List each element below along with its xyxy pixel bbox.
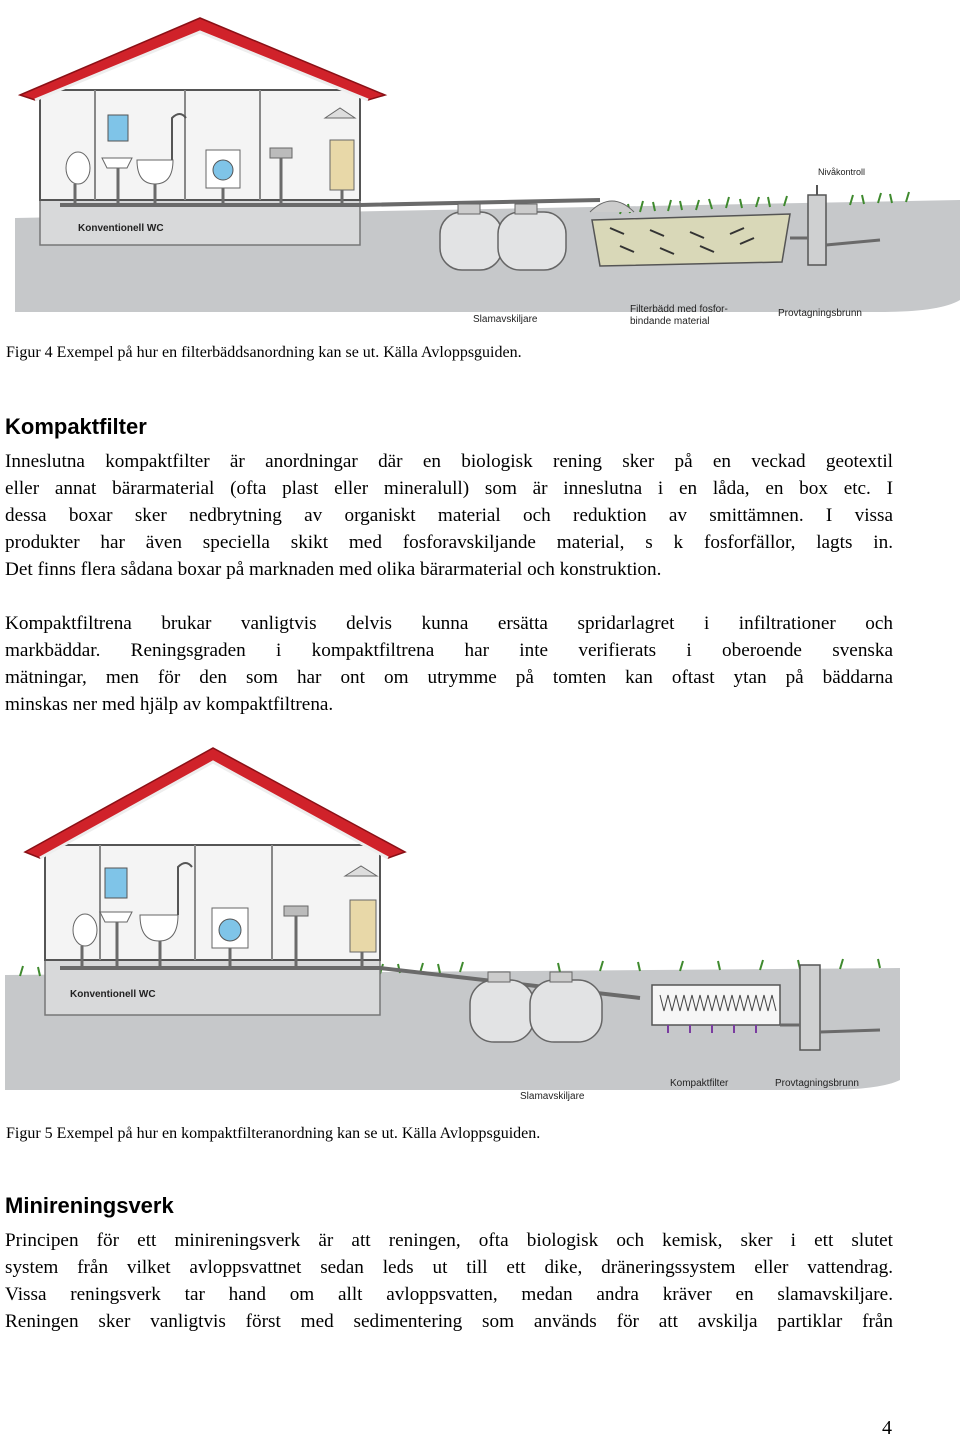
water-heater-icon bbox=[330, 140, 354, 190]
septic-label: Slamavskiljare bbox=[473, 314, 538, 325]
mirror-icon bbox=[105, 868, 127, 898]
sampling-well-icon bbox=[808, 185, 826, 265]
kitchen-sink-icon bbox=[270, 148, 292, 158]
kitchen-sink-icon bbox=[284, 906, 308, 916]
well-label: Provtagningsbrunn bbox=[778, 308, 862, 319]
text-line: produkter har även speciella skikt med fosforavskiljande material, s k fosforfällor, lagts in. bbox=[5, 532, 893, 553]
text-line: system från vilket avloppsvattnet sedan leds ut till ett dike, dräneringssystem eller vattendrag. bbox=[5, 1257, 893, 1278]
roof bbox=[20, 18, 385, 100]
text-line: Principen för ett minireningsverk är att reningen, ofta biologisk och kemisk, sker i ett slutet bbox=[5, 1230, 893, 1251]
text-line: minskas ner med hjälp av kompaktfiltrena. bbox=[5, 694, 334, 715]
filter-bed-label-1: Filterbädd med fosfor- bbox=[630, 304, 728, 315]
text-line: mätningar, men för den som har ont om utrymme på tomten kan oftast ytan på bäddarna bbox=[5, 667, 893, 688]
text-line: Vissa reningsverk tar hand om allt avloppsvatten, medan andra kräver en slamavskiljare. bbox=[5, 1284, 893, 1305]
compact-filter-label: Kompaktfilter bbox=[670, 1078, 729, 1089]
figure-compact-filter bbox=[0, 740, 960, 1125]
text-line: eller annat bärarmaterial (ofta plast eller mineralull) som är inneslutna i en låda, en box etc. I bbox=[5, 478, 893, 499]
text-line: dessa boxar sker nedbrytning av organiskt material och reduktion av smittämnen. I vissa bbox=[5, 505, 893, 526]
text-line: Kompaktfiltrena brukar vanligtvis delvis kunna ersätta spridarlagret i infiltrationer och bbox=[5, 613, 893, 634]
figure-caption: Figur 5 Exempel på hur en kompaktfilteranordning kan se ut. Källa Avloppsguiden. bbox=[6, 1125, 541, 1142]
filter-bed-label-2: bindande material bbox=[630, 316, 710, 327]
toilet-icon bbox=[73, 914, 97, 946]
figure-caption: Figur 4 Exempel på hur en filterbäddsanordning kan se ut. Källa Avloppsguiden. bbox=[6, 344, 522, 361]
text-line: Det finns flera sådana boxar på marknaden med olika bärarmaterial och konstruktion. bbox=[5, 559, 662, 580]
text-line: markbäddar. Reningsgraden i kompaktfiltrena har inte verifierats i oberoende svenska bbox=[5, 640, 893, 661]
water-heater-icon bbox=[350, 900, 376, 952]
sink-icon bbox=[102, 158, 132, 168]
section-heading: Kompaktfilter bbox=[5, 414, 147, 439]
page-number: 4 bbox=[882, 1417, 892, 1439]
sampling-well-icon bbox=[800, 965, 820, 1050]
wc-label: Konventionell WC bbox=[70, 989, 156, 1000]
figure-filter-bed bbox=[0, 0, 960, 345]
septic-label: Slamavskiljare bbox=[520, 1091, 585, 1102]
paragraph bbox=[5, 610, 893, 718]
well-label: Provtagningsbrunn bbox=[775, 1078, 859, 1089]
wc-label: Konventionell WC bbox=[78, 223, 164, 234]
text-line: Inneslutna kompaktfilter är anordningar där en biologisk rening sker på en veckad geotextil bbox=[5, 451, 893, 472]
text-line: Reningen sker vanligtvis först med sedimentering som används för att avskilja partiklar från bbox=[5, 1311, 893, 1332]
house-walls bbox=[40, 90, 360, 200]
paragraph bbox=[5, 1227, 893, 1335]
level-label: Nivåkontroll bbox=[818, 167, 866, 177]
paragraph bbox=[5, 448, 893, 583]
section-heading: Minireningsverk bbox=[5, 1193, 174, 1218]
sink-icon bbox=[100, 912, 132, 922]
filter-bed-diagram bbox=[0, 0, 960, 345]
toilet-icon bbox=[66, 152, 90, 184]
mirror-icon bbox=[108, 115, 128, 141]
compact-filter-diagram bbox=[0, 740, 960, 1125]
